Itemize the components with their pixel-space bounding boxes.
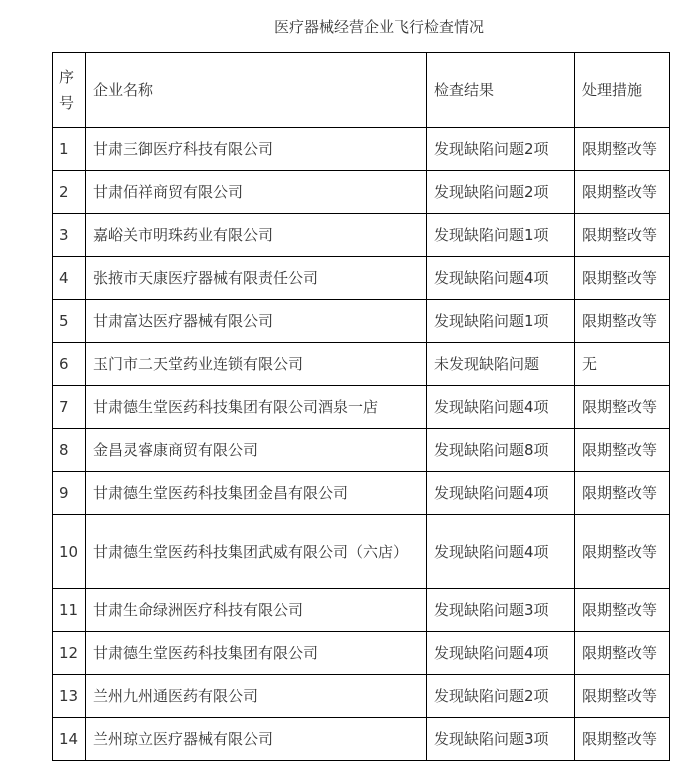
row-result: 发现缺陷问题2项	[427, 128, 575, 171]
table-row	[53, 171, 670, 214]
row-index: 10	[53, 515, 86, 589]
row-action: 限期整改等	[575, 589, 670, 632]
row-index: 13	[53, 675, 86, 718]
row-index: 6	[53, 343, 86, 386]
row-index: 1	[53, 128, 86, 171]
table-row	[53, 214, 670, 257]
inspection-table	[52, 52, 670, 761]
row-company: 甘肃富达医疗器械有限公司	[86, 300, 427, 343]
row-company: 甘肃德生堂医药科技集团武威有限公司（六店）	[86, 515, 427, 589]
row-action: 限期整改等	[575, 386, 670, 429]
row-company: 甘肃德生堂医药科技集团有限公司	[86, 632, 427, 675]
row-result: 发现缺陷问题1项	[427, 214, 575, 257]
table-row	[53, 515, 670, 589]
row-company: 金昌灵睿康商贸有限公司	[86, 429, 427, 472]
header-action: 处理措施	[575, 53, 670, 128]
row-index: 14	[53, 718, 86, 761]
row-company: 甘肃生命绿洲医疗科技有限公司	[86, 589, 427, 632]
row-company: 兰州琼立医疗器械有限公司	[86, 718, 427, 761]
row-result: 发现缺陷问题4项	[427, 472, 575, 515]
table-row	[53, 429, 670, 472]
row-result: 发现缺陷问题3项	[427, 718, 575, 761]
table-row	[53, 257, 670, 300]
row-company: 甘肃佰祥商贸有限公司	[86, 171, 427, 214]
row-index: 3	[53, 214, 86, 257]
row-action: 无	[575, 343, 670, 386]
row-company: 甘肃三御医疗科技有限公司	[86, 128, 427, 171]
row-result: 发现缺陷问题4项	[427, 515, 575, 589]
row-action: 限期整改等	[575, 429, 670, 472]
row-index: 9	[53, 472, 86, 515]
table-row	[53, 386, 670, 429]
row-action: 限期整改等	[575, 171, 670, 214]
row-action: 限期整改等	[575, 214, 670, 257]
row-action: 限期整改等	[575, 300, 670, 343]
table-header-row	[53, 53, 670, 128]
row-action: 限期整改等	[575, 472, 670, 515]
row-result: 发现缺陷问题4项	[427, 257, 575, 300]
table-row	[53, 472, 670, 515]
row-result: 发现缺陷问题4项	[427, 632, 575, 675]
table-row	[53, 632, 670, 675]
row-result: 未发现缺陷问题	[427, 343, 575, 386]
row-index: 8	[53, 429, 86, 472]
row-company: 玉门市二天堂药业连锁有限公司	[86, 343, 427, 386]
table-row	[53, 718, 670, 761]
row-index: 4	[53, 257, 86, 300]
row-index: 5	[53, 300, 86, 343]
row-result: 发现缺陷问题4项	[427, 386, 575, 429]
row-index: 11	[53, 589, 86, 632]
row-action: 限期整改等	[575, 515, 670, 589]
row-result: 发现缺陷问题1项	[427, 300, 575, 343]
row-result: 发现缺陷问题2项	[427, 171, 575, 214]
row-index: 7	[53, 386, 86, 429]
header-index: 序号	[53, 53, 86, 128]
row-index: 12	[53, 632, 86, 675]
header-result: 检查结果	[427, 53, 575, 128]
table-row	[53, 128, 670, 171]
row-company: 甘肃德生堂医药科技集团金昌有限公司	[86, 472, 427, 515]
page-title: 医疗器械经营企业飞行检查情况	[273, 18, 484, 36]
row-action: 限期整改等	[575, 257, 670, 300]
header-company: 企业名称	[86, 53, 427, 128]
row-company: 兰州九州通医药有限公司	[86, 675, 427, 718]
row-action: 限期整改等	[575, 128, 670, 171]
table-row	[53, 589, 670, 632]
table-row	[53, 675, 670, 718]
row-result: 发现缺陷问题3项	[427, 589, 575, 632]
row-result: 发现缺陷问题8项	[427, 429, 575, 472]
row-action: 限期整改等	[575, 675, 670, 718]
row-index: 2	[53, 171, 86, 214]
row-action: 限期整改等	[575, 632, 670, 675]
row-action: 限期整改等	[575, 718, 670, 761]
table-row	[53, 343, 670, 386]
row-company: 嘉峪关市明珠药业有限公司	[86, 214, 427, 257]
table-row	[53, 300, 670, 343]
row-result: 发现缺陷问题2项	[427, 675, 575, 718]
row-company: 甘肃德生堂医药科技集团有限公司酒泉一店	[86, 386, 427, 429]
row-company: 张掖市天康医疗器械有限责任公司	[86, 257, 427, 300]
